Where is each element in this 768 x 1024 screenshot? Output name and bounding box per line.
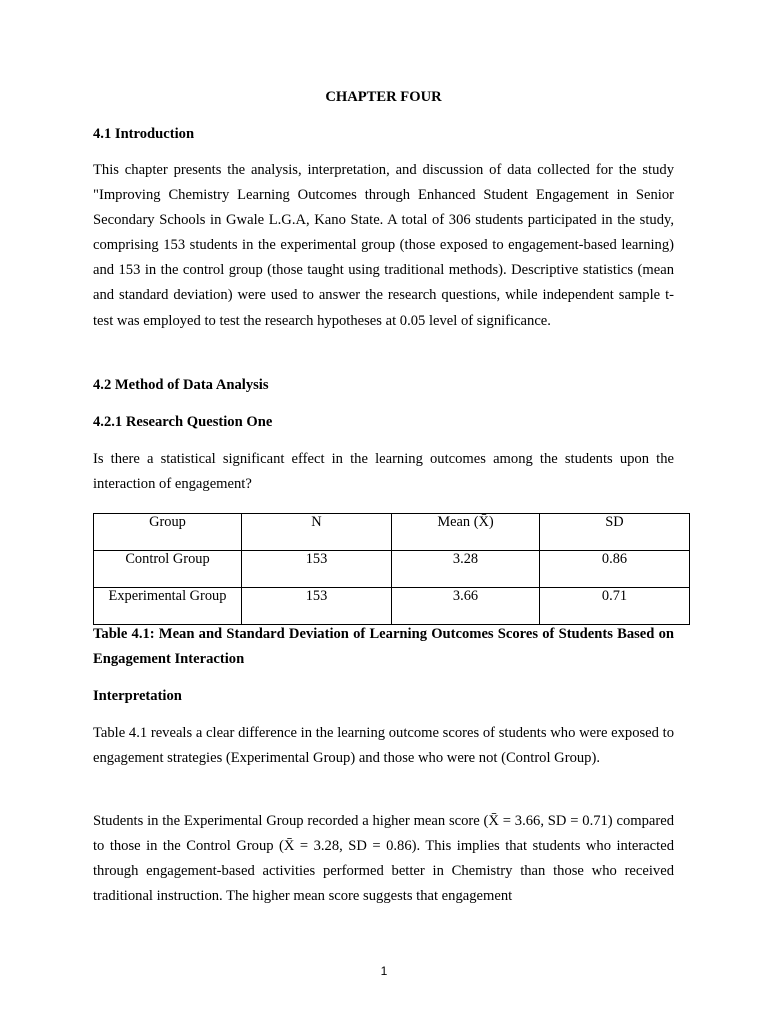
table-cell: 3.66 — [392, 588, 540, 625]
interpretation-paragraph-2: Students in the Experimental Group recorded a higher mean score (X̄ = 3.66, SD = 0.71) compared to those in the Control Group (X̄ = 3.28, SD = 0.86). This implies that students who interacted through engagement-based activities performed better in Chemistry than those who received traditional instruction. The higher mean score suggests that engagement — [93, 813, 674, 905]
table-row — [94, 551, 690, 588]
table-header-cell: SD — [540, 514, 690, 551]
table-cell: 0.86 — [540, 551, 690, 588]
chapter-title: CHAPTER FOUR — [325, 89, 442, 105]
table-cell: 0.71 — [540, 588, 690, 625]
table-cell: 153 — [242, 551, 392, 588]
interpretation-paragraph-1: Table 4.1 reveals a clear difference in the learning outcome scores of students who were exposed to engagement strategies (Experimental Group) and those who were not (Control Group). — [93, 725, 674, 767]
section-heading-method: 4.2 Method of Data Analysis — [93, 377, 269, 393]
table-header-cell: N — [242, 514, 392, 551]
page-number: 1 — [380, 964, 388, 978]
table-cell: Control Group — [94, 551, 242, 588]
introduction-paragraph: This chapter presents the analysis, interpretation, and discussion of data collected for the study "Improving Chemistry Learning Outcomes through Enhanced Student Engagement in Senior Secondary Schools in Gwale L.G.A, Kano State. A total of 306 students participated in the study, comprising 153 students in the experimental group (those exposed to engagement-based learning) and 153 in the control group (those taught using traditional methods). Descriptive statistics (mean and standard deviation) were used to answer the research questions, while independent sample t-test was employed to test the research hypotheses at 0.05 level of significance. — [93, 162, 674, 329]
table-header-row — [94, 514, 690, 551]
table-header-cell: Group — [94, 514, 242, 551]
table-header-cell: Mean (X̄) — [392, 514, 540, 551]
section-heading-research-question-one: 4.2.1 Research Question One — [93, 414, 273, 430]
interpretation-heading: Interpretation — [93, 688, 182, 704]
table-cell: 3.28 — [392, 551, 540, 588]
statistics-table — [93, 513, 690, 625]
table-row — [94, 588, 690, 625]
table-cell: Experimental Group — [94, 588, 242, 625]
table-cell: 153 — [242, 588, 392, 625]
table-caption: Table 4.1: Mean and Standard Deviation of Learning Outcomes Scores of Students Based on Engagement Interaction — [93, 626, 674, 667]
section-heading-introduction: 4.1 Introduction — [93, 126, 195, 142]
research-question-text: Is there a statistical significant effect in the learning outcomes among the students upon the interaction of engagement? — [93, 451, 674, 493]
